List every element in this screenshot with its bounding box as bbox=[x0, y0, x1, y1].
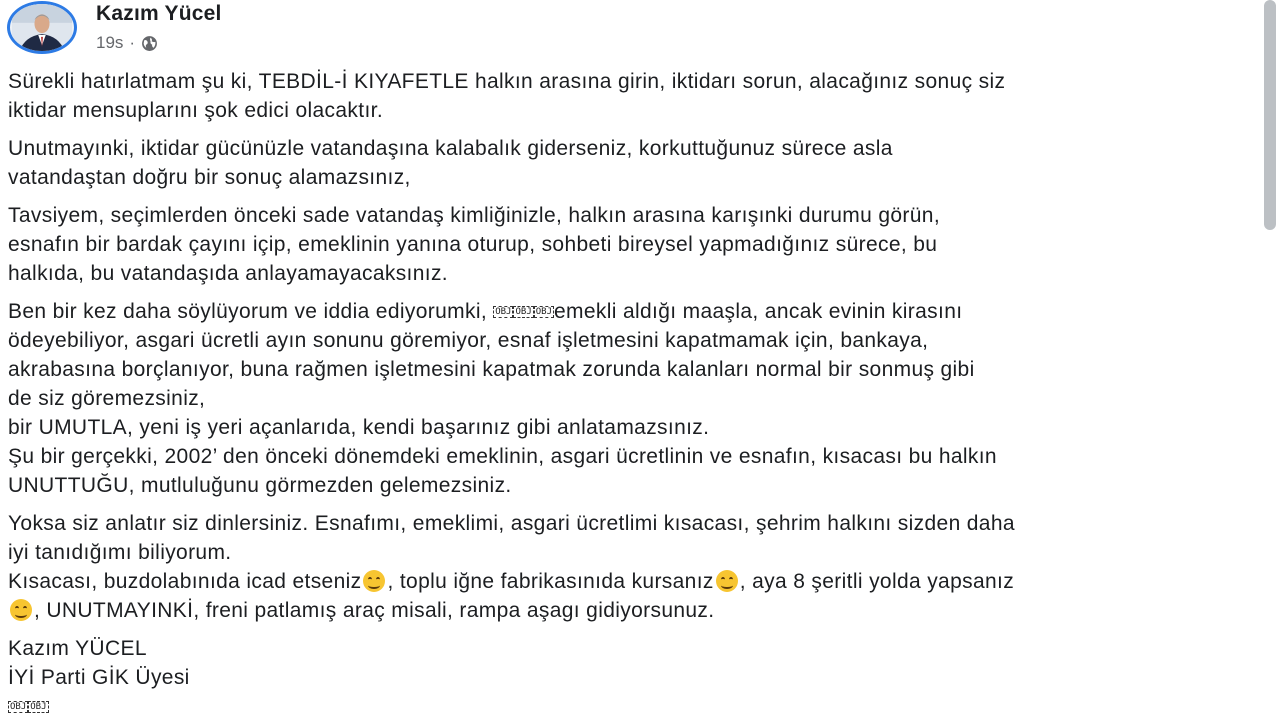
signature bbox=[8, 634, 1262, 720]
text-line: UNUTTUĞU, mutluluğunu görmezden gelemezsiniz. bbox=[8, 474, 512, 497]
text-line: vatandaştan doğru bir sonuç alamazsınız, bbox=[8, 166, 411, 189]
text-line: Tavsiyem, seçimlerden önceki sade vatandaş kimliğinizle, halkın arasına karışınki durumu görün, bbox=[8, 204, 941, 227]
text-line: de siz göremezsiniz, bbox=[8, 387, 206, 410]
missing-glyph-icon: OBJ bbox=[495, 307, 512, 317]
missing-glyph-icon: OBJ bbox=[515, 307, 532, 317]
post-timestamp[interactable]: 19s bbox=[96, 33, 124, 52]
missing-glyph-icon: OBJ bbox=[10, 702, 27, 712]
text-line: Sürekli hatırlatmam şu ki, TEBDİL-İ KIYAFETLE halkın arasına girin, iktidarı sorun, alacağınız sonuç siz bbox=[8, 70, 1006, 93]
text-segment: emekli aldığı maaşla, ancak evinin kirasını bbox=[554, 300, 963, 323]
post-text bbox=[8, 67, 1262, 720]
text-segment: , toplu iğne fabrikasınıda kursanız bbox=[387, 570, 714, 593]
text-line bbox=[8, 567, 1262, 596]
author-avatar[interactable] bbox=[7, 1, 77, 54]
text-line bbox=[8, 692, 1262, 720]
missing-glyph-icon: OBJ bbox=[30, 702, 47, 712]
smiling-face-emoji-icon bbox=[10, 599, 32, 621]
scrollbar-thumb[interactable] bbox=[1264, 0, 1276, 230]
author-photo-icon bbox=[10, 4, 74, 51]
text-line: iktidar mensuplarını şok edici olacaktır. bbox=[8, 99, 384, 122]
signature-name: Kazım YÜCEL bbox=[8, 637, 147, 660]
paragraph-4 bbox=[8, 297, 1262, 500]
text-line: ödeyebiliyor, asgari ücretli ayın sonunu göremiyor, esnaf işletmesini kapatmamak için, bankaya, bbox=[8, 329, 929, 352]
text-segment: , aya 8 şeritli yolda yapsanız bbox=[739, 570, 1015, 593]
text-line: Yoksa siz anlatır siz dinlersiniz. Esnafımı, emeklimi, asgari ücretlimi kısacası, şehrim halkını sizden daha bbox=[8, 512, 1015, 535]
text-segment: Kısacası, buzdolabınıda icad etseniz bbox=[8, 570, 362, 593]
smiling-face-emoji-icon bbox=[363, 570, 385, 592]
text-line: iyi tanıdığımı biliyorum. bbox=[8, 541, 232, 564]
missing-glyph-icon: OBJ bbox=[535, 307, 553, 317]
globe-icon[interactable] bbox=[141, 35, 158, 52]
paragraph-5 bbox=[8, 509, 1262, 625]
text-line bbox=[8, 596, 1262, 625]
text-line: Şu bir gerçekki, 2002’ den önceki dönemdeki emeklinin, asgari ücretlinin ve esnafın, kısacası bu halkın bbox=[8, 445, 997, 468]
text-line bbox=[8, 297, 1262, 326]
paragraph-3 bbox=[8, 201, 1262, 288]
smiling-face-emoji-icon bbox=[716, 570, 738, 592]
text-segment: Ben bir kez daha söylüyorum ve iddia ediyorumki, bbox=[8, 300, 494, 323]
text-line: bir UMUTLA, yeni iş yeri açanlarıda, kendi başarınız gibi anlatamazsınız. bbox=[8, 416, 710, 439]
author-name[interactable]: Kazım Yücel bbox=[96, 2, 222, 25]
text-line: esnafın bir bardak çayını içip, emeklinin yanına oturup, sohbeti bireysel yapmadığınız sürece, bu bbox=[8, 233, 938, 256]
paragraph-1 bbox=[8, 67, 1262, 125]
paragraph-2 bbox=[8, 134, 1262, 192]
meta-separator: · bbox=[129, 33, 136, 52]
signature-title: İYİ Parti GİK Üyesi bbox=[8, 666, 190, 689]
text-line: akrabasına borçlanıyor, buna rağmen işletmesini kapatmak zorunda kalanları normal bir sonmuş gibi bbox=[8, 358, 975, 381]
post-meta bbox=[96, 32, 158, 54]
text-line: Unutmayınki, iktidar gücünüzle vatandaşına kalabalık giderseniz, korkuttuğunuz sürece asla bbox=[8, 137, 893, 160]
text-segment: , UNUTMAYINKİ, freni patlamış araç misali, rampa aşagı gidiyorsunuz. bbox=[34, 599, 715, 622]
text-line: halkıda, bu vatandaşıda anlayamayacaksınız. bbox=[8, 262, 448, 285]
